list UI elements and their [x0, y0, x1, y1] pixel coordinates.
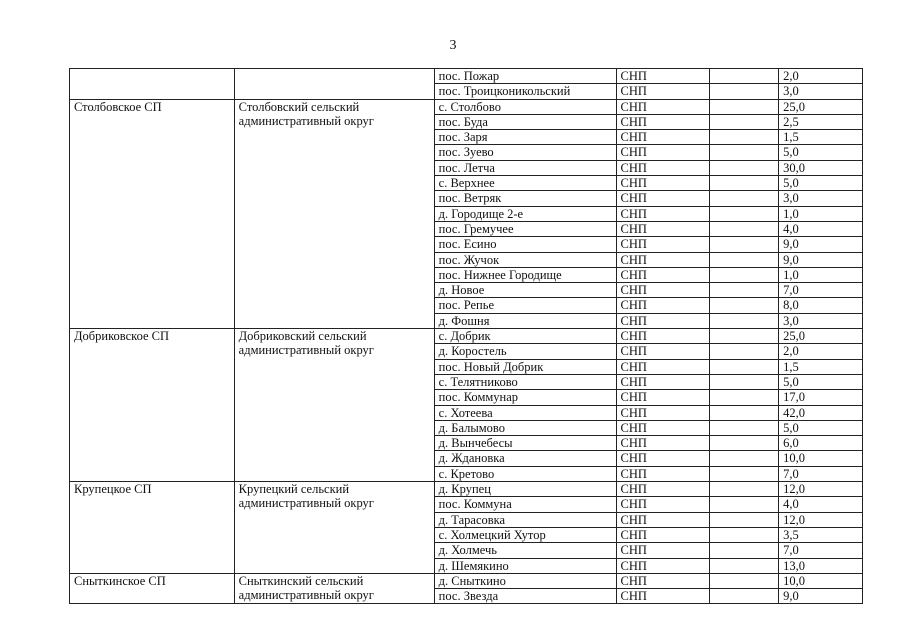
- value-cell: 5,0: [779, 420, 863, 435]
- place-name-cell: д. Шемякино: [434, 558, 616, 573]
- settlement-type-cell: СНП: [616, 84, 710, 99]
- empty-cell: [710, 283, 779, 298]
- value-cell: 5,0: [779, 145, 863, 160]
- empty-cell: [710, 451, 779, 466]
- admin-okrug-cell: [234, 69, 434, 100]
- empty-cell: [710, 237, 779, 252]
- table-row: [70, 329, 863, 344]
- empty-cell: [710, 558, 779, 573]
- value-cell: 9,0: [779, 252, 863, 267]
- empty-cell: [710, 252, 779, 267]
- value-cell: 3,5: [779, 527, 863, 542]
- value-cell: 2,0: [779, 69, 863, 84]
- empty-cell: [710, 405, 779, 420]
- place-name-cell: пос. Ветряк: [434, 191, 616, 206]
- settlement-type-cell: СНП: [616, 252, 710, 267]
- empty-cell: [710, 466, 779, 481]
- value-cell: 17,0: [779, 390, 863, 405]
- settlement-type-cell: СНП: [616, 191, 710, 206]
- settlement-type-cell: СНП: [616, 573, 710, 588]
- empty-cell: [710, 329, 779, 344]
- settlement-type-cell: СНП: [616, 436, 710, 451]
- value-cell: 4,0: [779, 497, 863, 512]
- settlement-type-cell: СНП: [616, 512, 710, 527]
- settlement-type-cell: СНП: [616, 344, 710, 359]
- empty-cell: [710, 114, 779, 129]
- settlement-district-cell: Добриковское СП: [70, 329, 235, 482]
- place-name-cell: пос. Нижнее Городище: [434, 267, 616, 282]
- empty-cell: [710, 436, 779, 451]
- place-name-cell: д. Балымово: [434, 420, 616, 435]
- empty-cell: [710, 176, 779, 191]
- settlement-type-cell: СНП: [616, 451, 710, 466]
- settlement-district-cell: Столбовское СП: [70, 99, 235, 328]
- value-cell: 2,5: [779, 114, 863, 129]
- table-row: [70, 99, 863, 114]
- empty-cell: [710, 69, 779, 84]
- page-number: 3: [449, 38, 457, 53]
- place-name-cell: пос. Коммунар: [434, 390, 616, 405]
- empty-cell: [710, 374, 779, 389]
- table-row: [70, 69, 863, 84]
- empty-cell: [710, 84, 779, 99]
- value-cell: 12,0: [779, 482, 863, 497]
- value-cell: 7,0: [779, 466, 863, 481]
- settlement-type-cell: СНП: [616, 497, 710, 512]
- place-name-cell: с. Добрик: [434, 329, 616, 344]
- settlement-type-cell: СНП: [616, 206, 710, 221]
- value-cell: 10,0: [779, 573, 863, 588]
- value-cell: 1,5: [779, 359, 863, 374]
- empty-cell: [710, 298, 779, 313]
- place-name-cell: д. Сныткино: [434, 573, 616, 588]
- place-name-cell: д. Крупец: [434, 482, 616, 497]
- empty-cell: [710, 130, 779, 145]
- admin-okrug-cell: Крупецкий сельский административный округ: [234, 482, 434, 574]
- table-row: [70, 482, 863, 497]
- settlement-type-cell: СНП: [616, 313, 710, 328]
- value-cell: 7,0: [779, 283, 863, 298]
- settlement-type-cell: СНП: [616, 145, 710, 160]
- empty-cell: [710, 420, 779, 435]
- value-cell: 9,0: [779, 237, 863, 252]
- settlement-type-cell: СНП: [616, 482, 710, 497]
- value-cell: 6,0: [779, 436, 863, 451]
- admin-okrug-cell: Добриковский сельский административный округ: [234, 329, 434, 482]
- place-name-cell: пос. Зуево: [434, 145, 616, 160]
- place-name-cell: д. Новое: [434, 283, 616, 298]
- value-cell: 12,0: [779, 512, 863, 527]
- settlement-type-cell: СНП: [616, 543, 710, 558]
- settlement-type-cell: СНП: [616, 558, 710, 573]
- settlement-type-cell: СНП: [616, 160, 710, 175]
- value-cell: 3,0: [779, 313, 863, 328]
- value-cell: 25,0: [779, 99, 863, 114]
- settlement-type-cell: СНП: [616, 114, 710, 129]
- empty-cell: [710, 344, 779, 359]
- place-name-cell: д. Тарасовка: [434, 512, 616, 527]
- empty-cell: [710, 512, 779, 527]
- value-cell: 5,0: [779, 374, 863, 389]
- empty-cell: [710, 573, 779, 588]
- value-cell: 4,0: [779, 221, 863, 236]
- empty-cell: [710, 99, 779, 114]
- value-cell: 2,0: [779, 344, 863, 359]
- place-name-cell: с. Столбово: [434, 99, 616, 114]
- value-cell: 8,0: [779, 298, 863, 313]
- empty-cell: [710, 527, 779, 542]
- empty-cell: [710, 390, 779, 405]
- place-name-cell: с. Кретово: [434, 466, 616, 481]
- settlement-type-cell: СНП: [616, 359, 710, 374]
- place-name-cell: с. Телятниково: [434, 374, 616, 389]
- settlement-type-cell: СНП: [616, 267, 710, 282]
- place-name-cell: пос. Репье: [434, 298, 616, 313]
- value-cell: 13,0: [779, 558, 863, 573]
- place-name-cell: пос. Жучок: [434, 252, 616, 267]
- admin-okrug-cell: Столбовский сельский административный округ: [234, 99, 434, 328]
- settlement-type-cell: СНП: [616, 329, 710, 344]
- place-name-cell: с. Холмецкий Хутор: [434, 527, 616, 542]
- settlements-table: [69, 68, 863, 604]
- settlement-type-cell: СНП: [616, 69, 710, 84]
- empty-cell: [710, 221, 779, 236]
- place-name-cell: пос. Гремучее: [434, 221, 616, 236]
- value-cell: 3,0: [779, 84, 863, 99]
- place-name-cell: пос. Звезда: [434, 589, 616, 604]
- value-cell: 1,0: [779, 206, 863, 221]
- empty-cell: [710, 145, 779, 160]
- place-name-cell: д. Ждановка: [434, 451, 616, 466]
- settlement-type-cell: СНП: [616, 221, 710, 236]
- settlement-district-cell: Крупецкое СП: [70, 482, 235, 574]
- value-cell: 1,5: [779, 130, 863, 145]
- place-name-cell: д. Коростель: [434, 344, 616, 359]
- place-name-cell: д. Фошня: [434, 313, 616, 328]
- value-cell: 25,0: [779, 329, 863, 344]
- place-name-cell: пос. Заря: [434, 130, 616, 145]
- place-name-cell: д. Городище 2-е: [434, 206, 616, 221]
- settlement-type-cell: СНП: [616, 176, 710, 191]
- settlement-type-cell: СНП: [616, 589, 710, 604]
- settlement-type-cell: СНП: [616, 466, 710, 481]
- place-name-cell: пос. Троицконикольский: [434, 84, 616, 99]
- value-cell: 42,0: [779, 405, 863, 420]
- place-name-cell: д. Холмечь: [434, 543, 616, 558]
- table-body: [70, 69, 863, 604]
- empty-cell: [710, 191, 779, 206]
- settlement-type-cell: СНП: [616, 390, 710, 405]
- empty-cell: [710, 497, 779, 512]
- value-cell: 1,0: [779, 267, 863, 282]
- empty-cell: [710, 589, 779, 604]
- value-cell: 5,0: [779, 176, 863, 191]
- value-cell: 3,0: [779, 191, 863, 206]
- empty-cell: [710, 543, 779, 558]
- empty-cell: [710, 160, 779, 175]
- empty-cell: [710, 206, 779, 221]
- settlement-type-cell: СНП: [616, 130, 710, 145]
- place-name-cell: пос. Летча: [434, 160, 616, 175]
- place-name-cell: с. Верхнее: [434, 176, 616, 191]
- admin-okrug-cell: Сныткинский сельский административный округ: [234, 573, 434, 604]
- settlement-type-cell: СНП: [616, 527, 710, 542]
- empty-cell: [710, 359, 779, 374]
- value-cell: 10,0: [779, 451, 863, 466]
- place-name-cell: пос. Буда: [434, 114, 616, 129]
- settlement-type-cell: СНП: [616, 420, 710, 435]
- place-name-cell: с. Хотеева: [434, 405, 616, 420]
- place-name-cell: пос. Новый Добрик: [434, 359, 616, 374]
- settlement-district-cell: [70, 69, 235, 100]
- settlement-type-cell: СНП: [616, 237, 710, 252]
- settlement-type-cell: СНП: [616, 283, 710, 298]
- settlement-type-cell: СНП: [616, 298, 710, 313]
- place-name-cell: пос. Пожар: [434, 69, 616, 84]
- value-cell: 30,0: [779, 160, 863, 175]
- settlement-type-cell: СНП: [616, 99, 710, 114]
- settlement-type-cell: СНП: [616, 405, 710, 420]
- place-name-cell: д. Вынчебесы: [434, 436, 616, 451]
- place-name-cell: пос. Есино: [434, 237, 616, 252]
- value-cell: 7,0: [779, 543, 863, 558]
- empty-cell: [710, 313, 779, 328]
- empty-cell: [710, 482, 779, 497]
- table-row: [70, 573, 863, 588]
- empty-cell: [710, 267, 779, 282]
- settlement-district-cell: Сныткинское СП: [70, 573, 235, 604]
- place-name-cell: пос. Коммуна: [434, 497, 616, 512]
- value-cell: 9,0: [779, 589, 863, 604]
- settlement-type-cell: СНП: [616, 374, 710, 389]
